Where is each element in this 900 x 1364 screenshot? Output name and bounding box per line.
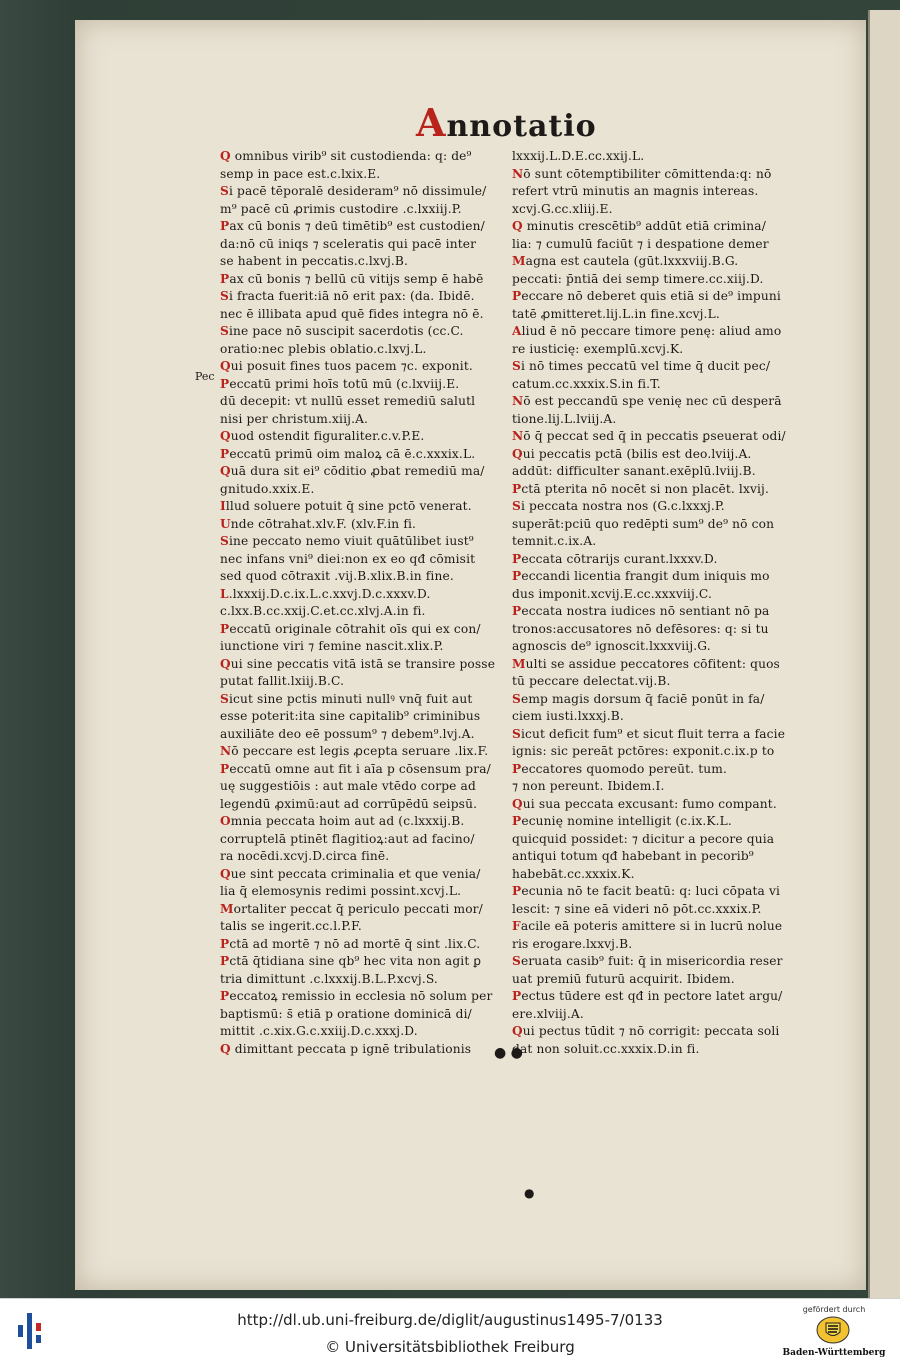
text-line: quicquid possidet: ⁊ dicitur a pecore quia	[512, 831, 775, 846]
text-line: Peccatores quomodo pereūt. tum.	[512, 761, 727, 776]
text-line: nec ē illibata apud quē fides integra nō ē.	[220, 306, 484, 321]
text-line: Que sint peccata criminalia et que venia/	[220, 866, 481, 881]
text-line: re iusticię: exemplū.xcvj.K.	[512, 341, 684, 356]
text-line: Omnia peccata hoim aut ad (c.lxxxij.B.	[220, 814, 465, 828]
text-line: Qui posuit fines tuos pacem ⁊c. exponit.	[220, 359, 473, 373]
text-line: dū decepit: vt nullū esset remediū salutl	[220, 394, 476, 408]
rubricated-initial: N	[512, 166, 524, 181]
text-line: uę suggestiōis : aut male vtēdo corpe ad	[220, 779, 476, 793]
text-line: Mortaliter peccat q̄ periculo peccati mor/	[220, 901, 483, 916]
rubricated-initial: P	[220, 621, 230, 636]
rubricated-initial: P	[220, 376, 230, 391]
text-line: mittit .c.xix.G.c.xxiij.D.c.xxxj.D.	[220, 1024, 418, 1038]
text-line: Pctā pterita nō nocēt si non placēt. lxvij.	[512, 481, 770, 496]
rubricated-initial: Q	[512, 219, 523, 233]
ornament-dots: ● ●	[494, 1045, 523, 1061]
text-line: tria dimittunt .c.lxxxij.B.L.P.xcvj.S.	[220, 971, 438, 986]
rubricated-initial: P	[220, 219, 230, 233]
text-line: antiqui totum qđ habebant in pecorib⁹	[512, 849, 754, 863]
text-line: Multi se assidue peccatores cōfitent: quos	[512, 656, 780, 671]
text-line: tione.lij.L.lviij.A.	[512, 411, 617, 426]
text-line: Pax cū bonis ⁊ deū timētib⁹ est custodien/	[220, 219, 485, 233]
heading-initial: A	[416, 100, 447, 145]
rubricated-initial: M	[512, 254, 526, 268]
rubricated-initial: S	[512, 691, 521, 706]
text-line: dus imponit.xcvij.E.cc.xxxviij.C.	[512, 586, 712, 601]
adjacent-page-edge	[868, 10, 900, 1298]
rubricated-initial: P	[512, 814, 522, 828]
text-line: peccati: p̄ntiā dei semp timere.cc.xiij.D.	[512, 271, 764, 286]
text-line: tū peccare delectat.vij.B.	[512, 674, 671, 688]
text-line: Sicut deficit fum⁹ et sicut fluit terra a facie	[512, 726, 786, 741]
page-heading	[416, 100, 597, 145]
text-line: ignis: sic pereāt pctōres: exponit.c.ix.p to	[512, 744, 775, 758]
text-line: Peccandi licentia frangit dum iniquis mo	[512, 569, 770, 583]
rubricated-initial: Q	[512, 796, 523, 811]
rubricated-initial: P	[220, 446, 230, 461]
rubricated-initial: Q	[220, 1041, 231, 1056]
text-line: L.lxxxij.D.c.ix.L.c.xxvj.D.c.xxxv.D.	[220, 586, 431, 601]
text-line: talis se ingerit.cc.l.P.F.	[220, 919, 362, 933]
text-line: m⁹ pacē cū ꝓrimis custodire .c.lxxiij.P.	[220, 201, 462, 216]
text-line: Peccatū primū oim maloꝝ cā ē.c.xxxix.L.	[220, 446, 476, 461]
rubricated-initial: P	[512, 989, 522, 1003]
text-line: Pctā q̄tidiana sine qb⁹ hec vita non agit ꝑ	[220, 954, 482, 968]
rubricated-initial: Q	[512, 1024, 523, 1038]
rubricated-initial: S	[512, 359, 521, 373]
rubricated-initial: S	[512, 954, 521, 968]
rubricated-initial: Q	[220, 464, 231, 478]
heading-text: nnotatio	[446, 109, 597, 144]
rubricated-initial: L	[220, 586, 229, 601]
text-line: nisi per christum.xiij.A.	[220, 411, 369, 426]
rubricated-initial: N	[512, 429, 524, 443]
text-line: Peccatū originale cōtrahit oīs qui ex con/	[220, 621, 481, 636]
text-line: Pctā ad mortē ⁊ nō ad mortē q̄ sint .lix.C.	[220, 936, 481, 951]
rubricated-initial: S	[220, 184, 229, 198]
rubricated-initial: Q	[220, 656, 231, 671]
text-line: Qui sua peccata excusant: fumo compant.	[512, 796, 777, 811]
text-line: dat non soluit.cc.xxxix.D.in fi.	[512, 1041, 700, 1056]
text-line: Quā dura sit ei⁹ cōditio ꝓbat remediū ma/	[220, 464, 485, 478]
text-line: Qui sine peccatis vitā istā se transire posse	[220, 656, 496, 671]
text-line: Nō q̄ peccat sed q̄ in peccatis ꝑseuerat odi/	[512, 429, 786, 443]
rubricated-initial: Q	[220, 429, 231, 443]
text-line: Pax cū bonis ⁊ bellū cū vitijs semp ē habē	[220, 271, 484, 286]
text-line: Quod ostendit figuraliter.c.v.P.E.	[220, 429, 425, 443]
rubricated-initial: P	[512, 551, 522, 566]
rubricated-initial: Q	[220, 359, 231, 373]
text-line: Peccata nostra iudices nō sentiant nō pa	[512, 604, 770, 618]
text-line: Aliud ē nō peccare timore penę: aliud amo	[512, 324, 782, 338]
rubricated-initial: Q	[220, 866, 231, 881]
rubricated-initial: A	[512, 324, 522, 338]
text-line: habebāt.cc.xxxix.K.	[512, 866, 635, 881]
text-line: Peccata cōtrarijs curant.lxxxv.D.	[512, 551, 718, 566]
text-line: iunctione viri ⁊ femine nascit.xlix.P.	[220, 639, 444, 653]
margin-note: Pec	[195, 370, 215, 383]
text-line: Qui pectus tūdit ⁊ nō corrigit: peccata soli	[512, 1024, 780, 1038]
text-line: addūt: difficulter sanant.exēplū.lviij.B.	[512, 464, 756, 478]
rubricated-initial: S	[220, 289, 229, 303]
text-line: Semp magis dorsum q̄ faciē ponūt in fa/	[512, 691, 765, 706]
rubricated-initial: S	[512, 499, 521, 513]
text-line: oratio:nec plebis oblatio.c.lxvj.L.	[220, 341, 427, 356]
rubricated-initial: P	[512, 604, 522, 618]
text-line: temnit.c.ix.A.	[512, 534, 597, 548]
text-line: tronos:accusatores nō defēsores: q: si tu	[512, 621, 769, 636]
rubricated-initial: S	[220, 534, 229, 548]
text-line: Seruata casib⁹ fuit: q̄ in misericordia reser	[512, 954, 783, 968]
text-line: Peccare nō deberet quis etiā si de⁹ impuni	[512, 289, 781, 303]
left-text-column	[220, 148, 500, 1058]
text-line: refert vtrū minutis an magnis intereas.	[512, 184, 759, 198]
text-line: Unde cōtrahat.xlv.F. (xlv.F.in fi.	[220, 516, 417, 531]
text-line: ere.xlviij.A.	[512, 1006, 584, 1021]
text-line: auxiliāte deo eē possum⁹ ⁊ debem⁹.lvj.A.	[220, 726, 475, 741]
footer-bar	[0, 1298, 900, 1364]
rubricated-initial: F	[512, 919, 521, 933]
text-line: nec infans vni⁹ diei:non ex eo qđ cōmisit	[220, 551, 476, 566]
text-line: ciem iusti.lxxxj.B.	[512, 709, 624, 723]
copyright-text: © Universitätsbibliothek Freiburg	[325, 1338, 575, 1356]
text-line: Si nō times peccatū vel time q̄ ducit pec/	[512, 359, 771, 373]
rubricated-initial: S	[220, 691, 229, 706]
rubricated-initial: P	[220, 936, 230, 951]
text-line: agnoscis de⁹ ignoscit.lxxxviij.G.	[512, 639, 711, 653]
rubricated-initial: P	[220, 761, 230, 776]
rubricated-initial: S	[220, 324, 229, 338]
text-line: Pecunię nomine intelligit (c.ix.K.L.	[512, 814, 732, 828]
text-line: Sine peccato nemo viuit quātūlibet iust⁹	[220, 534, 474, 548]
rubricated-initial: P	[512, 761, 522, 776]
text-line: lxxxij.L.D.E.cc.xxij.L.	[512, 149, 645, 163]
rubricated-initial: I	[220, 499, 226, 513]
text-line: superāt:pciū quo redēpti sum⁹ de⁹ nō con	[512, 516, 775, 531]
rubricated-initial: P	[512, 884, 522, 898]
text-line: uat premiū futurū acquirit. Ibidem.	[512, 971, 735, 986]
text-line: xcvj.G.cc.xliij.E.	[512, 201, 613, 216]
text-line: ra nocēdi.xcvj.D.circa finē.	[220, 849, 390, 863]
rubricated-initial: Q	[220, 149, 231, 163]
sponsor-label: gefördert durch	[802, 1305, 866, 1314]
right-text-column	[512, 148, 792, 1058]
text-line: Nō est peccandū spe venię nec cū desperā	[512, 394, 782, 408]
text-line: ris erogare.lxxvj.B.	[512, 936, 633, 951]
text-line: Si peccata nostra nos (G.c.lxxxj.P.	[512, 499, 725, 513]
text-line: putat fallit.lxiij.B.C.	[220, 674, 345, 688]
text-line: lia: ⁊ cumulū faciūt ⁊ i despatione demer	[512, 236, 769, 251]
rubricated-initial: P	[220, 271, 230, 286]
ornament-dot: ●	[524, 1186, 535, 1200]
text-line: Pecunia nō te facit beatū: q: luci cōpata vi	[512, 884, 781, 898]
text-line: Q minutis crescētib⁹ addūt etiā crimina/	[512, 219, 766, 233]
text-line: Magna est cautela (gūt.lxxxviij.B.G.	[512, 254, 739, 268]
text-line: catum.cc.xxxix.S.in fi.T.	[512, 376, 661, 391]
rubricated-initial: M	[220, 901, 234, 916]
text-line: Pectus tūdere est qđ in pectore latet argu/	[512, 989, 783, 1003]
rubricated-initial: Q	[512, 446, 523, 461]
text-line: baptismū: s̄ etiā p oratione dominicā di/	[220, 1006, 472, 1021]
rubricated-initial: P	[220, 954, 230, 968]
rubricated-initial: U	[220, 516, 231, 531]
text-line: Peccatū omne aut fit i aīa p cōsensum pra/	[220, 761, 491, 776]
text-line: Peccatū primi hoīs totū mū (c.lxviij.E.	[220, 376, 460, 391]
text-line: corruptelā ptinēt flagitioꝝ:aut ad facino/	[220, 831, 475, 846]
text-line: c.lxx.B.cc.xxij.C.et.cc.xlvj.A.in fi.	[220, 604, 426, 618]
text-line: gnitudo.xxix.E.	[220, 481, 315, 496]
text-line: Q omnibus virib⁹ sit custodienda: q: de⁹	[220, 149, 472, 163]
text-line: sed quod cōtraxit .vij.B.xlix.B.in fine.	[220, 569, 454, 583]
text-line: Si fracta fuerit:iā nō erit pax: (da. Ibidē.	[220, 289, 475, 303]
text-line: semp in pace est.c.lxix.E.	[220, 166, 381, 181]
text-line: Facile eā poteris amittere si in lucrū nolue	[512, 919, 783, 933]
state-crest-icon	[816, 1316, 850, 1344]
text-line: Sine pace nō suscipit sacerdotis (cc.C.	[220, 324, 464, 338]
text-line: esse poterit:ita sine capitalib⁹ criminibus	[220, 709, 481, 723]
text-line: ⁊ non pereunt. Ibidem.I.	[512, 779, 665, 793]
text-line: lescit: ⁊ sine eā videri nō pōt.cc.xxxix.P.	[512, 901, 762, 916]
text-line: Nō sunt cōtemptibiliter cōmittenda:q: nō	[512, 166, 772, 181]
text-line: Nō peccare est legis ꝓcepta seruare .lix.F.	[220, 744, 489, 758]
sponsor-name: Baden-Württemberg	[782, 1348, 886, 1358]
rubricated-initial: P	[512, 569, 522, 583]
text-line: Qui peccatis pctā (bilis est deo.lviij.A.	[512, 446, 752, 461]
rubricated-initial: M	[512, 656, 526, 671]
text-line: tatē ꝓmitteret.lij.L.in fine.xcvj.L.	[512, 306, 720, 321]
text-line: Q dimittant peccata p ignē tribulationis	[220, 1041, 472, 1056]
text-line: Peccatoꝝ remissio in ecclesia nō solum per	[220, 989, 493, 1003]
rubricated-initial: N	[512, 394, 524, 408]
text-line: Sicut sine pctis minuti nullꝰ vnq̄ fuit aut	[220, 691, 473, 706]
sponsor-block	[778, 1301, 890, 1361]
rubricated-initial: P	[512, 481, 522, 496]
rubricated-initial: O	[220, 814, 231, 828]
text-line: da:nō cū iniqs ⁊ sceleratis qui pacē inter	[220, 236, 477, 251]
text-line: legendū ꝓximū:aut ad corrūpēdū seipsū.	[220, 796, 478, 811]
rubricated-initial: P	[220, 989, 230, 1003]
rubricated-initial: N	[220, 744, 232, 758]
permalink-url[interactable]: http://dl.ub.uni-freiburg.de/diglit/augustinus1495-7/0133	[237, 1311, 663, 1329]
text-line: Illud soluere potuit q̄ sine pctō venerat.	[220, 499, 472, 513]
rubricated-initial: P	[512, 289, 522, 303]
text-line: Si pacē tēporalē desideram⁹ nō dissimule/	[220, 184, 487, 198]
text-line: lia q̄ elemosynis redimi possint.xcvj.L.	[220, 884, 462, 898]
rubricated-initial: S	[512, 726, 521, 741]
text-line: se habent in peccatis.c.lxvj.B.	[220, 254, 409, 268]
